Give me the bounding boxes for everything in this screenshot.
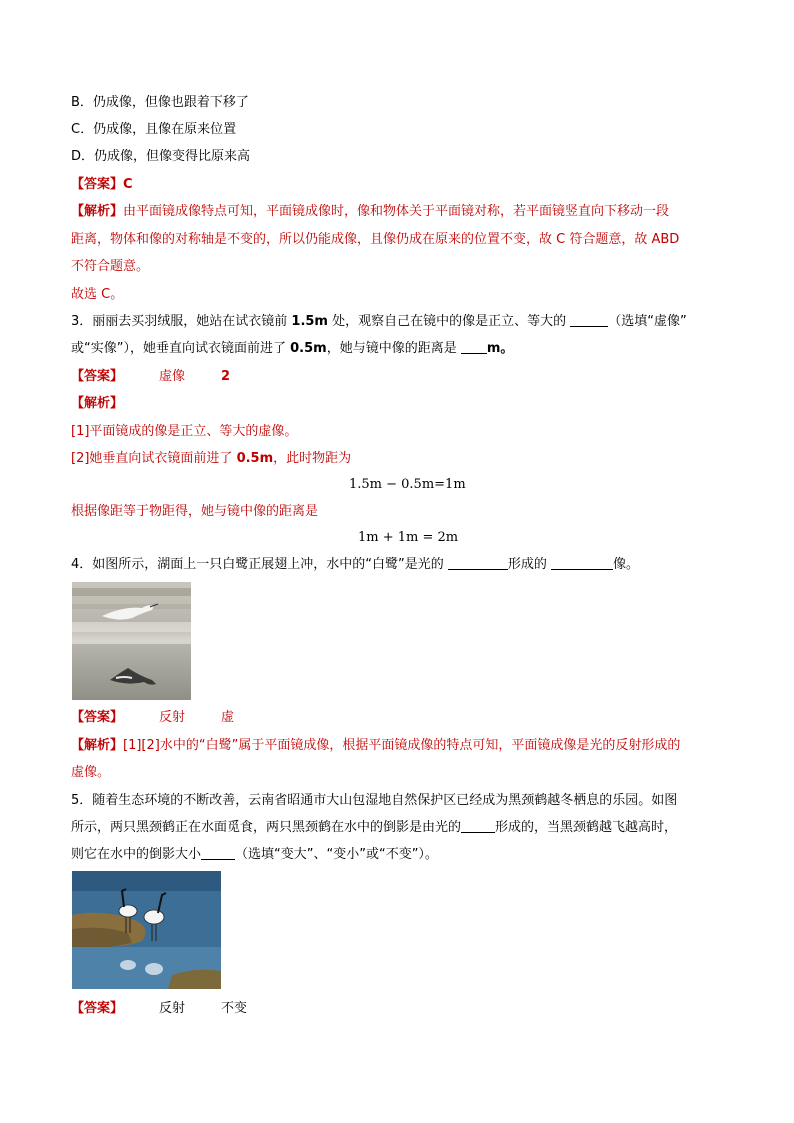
q4-stem — [71, 556, 639, 574]
analysis-line-q2-2: 距离，物体和像的对称轴是不变的，所以仍能成像，且像仍成在原来的位置不变，故 C 符合题意，故 ABD — [71, 232, 680, 247]
answer-blank — [201, 847, 235, 860]
answer-tag: 【答案】 — [71, 177, 124, 192]
answer-line-q4 — [71, 709, 234, 727]
answer-line-q2 — [71, 176, 133, 194]
q3-stem-line1 — [71, 313, 687, 331]
analysis-line-q4-2: 虚像。 — [71, 765, 111, 780]
analysis-value: 0.5m — [236, 451, 274, 466]
egret-photo — [72, 582, 191, 700]
answer-blank — [461, 820, 495, 833]
q3-text: 或“实像”），她垂直向试衣镜面前进了 — [71, 341, 291, 356]
answer-value: 反射 — [159, 1001, 186, 1016]
q5-text: （选填“变大”、“变小”或“不变”）。 — [235, 847, 438, 862]
q3-unit: m。 — [486, 341, 514, 356]
q3-value: 0.5m — [290, 341, 327, 356]
q5-text: 所示，两只黑颈鹤正在水面觅食，两只黑颈鹤在水中的倒影是由光的 — [71, 820, 462, 835]
equation-1: 1.5m − 0.5m=1m — [349, 477, 466, 492]
q3-text: 处，观察自己在镜中的像是正立、等大的 — [327, 314, 571, 329]
q5-text: 形成的，当黑颈鹤越飞越高时， — [495, 820, 678, 835]
option-b: B．仍成像，但像也跟着下移了 — [71, 95, 249, 110]
conclusion-q2: 故选 C。 — [71, 287, 124, 302]
answer-blank — [570, 314, 608, 327]
analysis-line-q4-1 — [71, 737, 680, 755]
q4-text: 4．如图所示，湖面上一只白鹭正展翅上冲，水中的“白鹭”是光的 — [71, 557, 448, 572]
q3-value: 1.5m — [291, 314, 328, 329]
q4-text: 像。 — [613, 557, 640, 572]
q5-stem-line3 — [71, 846, 438, 864]
q5-stem-line1: 5．随着生态环境的不断改善，云南省昭通市大山包湿地自然保护区已经成为黑颈鹤越冬栖息的乐园。如图 — [71, 793, 678, 808]
analysis-line-q3 — [71, 395, 123, 413]
cranes-photo — [72, 871, 221, 989]
analysis-q3-p2 — [71, 450, 351, 468]
q5-text: 则它在水中的倒影大小 — [71, 847, 202, 862]
analysis-text: [1][2]水中的“白鹭”属于平面镜成像，根据平面镜成像的特点可知，平面镜成像是光的反射形成的 — [123, 738, 681, 753]
answer-blank — [461, 341, 487, 354]
equation-2: 1m + 1m = 2m — [358, 530, 459, 545]
analysis-q3-p3: 根据像距等于物距得，她与镜中像的距离是 — [71, 504, 319, 519]
answer-value: 不变 — [221, 1001, 248, 1016]
answer-tag: 【答案】 — [71, 1001, 124, 1016]
option-d: D．仍成像，但像变得比原来高 — [71, 149, 251, 164]
answer-tag: 【答案】 — [71, 710, 124, 725]
answer-value: 虚像 — [159, 369, 186, 384]
analysis-text: 由平面镜成像特点可知，平面镜成像时，像和物体关于平面镜对称，若平面镜竖直向下移动一段 — [123, 204, 670, 219]
q3-text: （选填“虚像” — [608, 314, 687, 329]
q3-text: ，她与镜中像的距离是 — [326, 341, 461, 356]
answer-value: 2 — [221, 369, 231, 384]
answer-line-q3 — [71, 368, 230, 386]
answer-value: C — [123, 177, 133, 192]
answer-tag: 【答案】 — [71, 369, 124, 384]
answer-line-q5 — [71, 1000, 247, 1018]
q5-stem-line2 — [71, 819, 677, 837]
answer-value: 虚 — [221, 710, 235, 725]
q4-text: 形成的 — [507, 557, 552, 572]
answer-blank — [448, 557, 508, 570]
analysis-line-q2-3: 不符合题意。 — [71, 259, 150, 274]
analysis-q3-p1: [1]平面镜成的像是正立、等大的虚像。 — [71, 424, 298, 439]
q3-stem-line2 — [71, 340, 513, 358]
analysis-tag: 【解析】 — [71, 396, 124, 411]
option-c: C．仍成像，且像在原来位置 — [71, 122, 237, 137]
answer-value: 反射 — [159, 710, 186, 725]
q3-text: 3．丽丽去买羽绒服，她站在试衣镜前 — [71, 314, 292, 329]
analysis-line-q2-1 — [71, 203, 669, 221]
analysis-tag: 【解析】 — [71, 738, 124, 753]
analysis-text: ，此时物距为 — [273, 451, 352, 466]
answer-blank — [551, 557, 613, 570]
analysis-text: [2]她垂直向试衣镜面前进了 — [71, 451, 237, 466]
analysis-tag: 【解析】 — [71, 204, 124, 219]
